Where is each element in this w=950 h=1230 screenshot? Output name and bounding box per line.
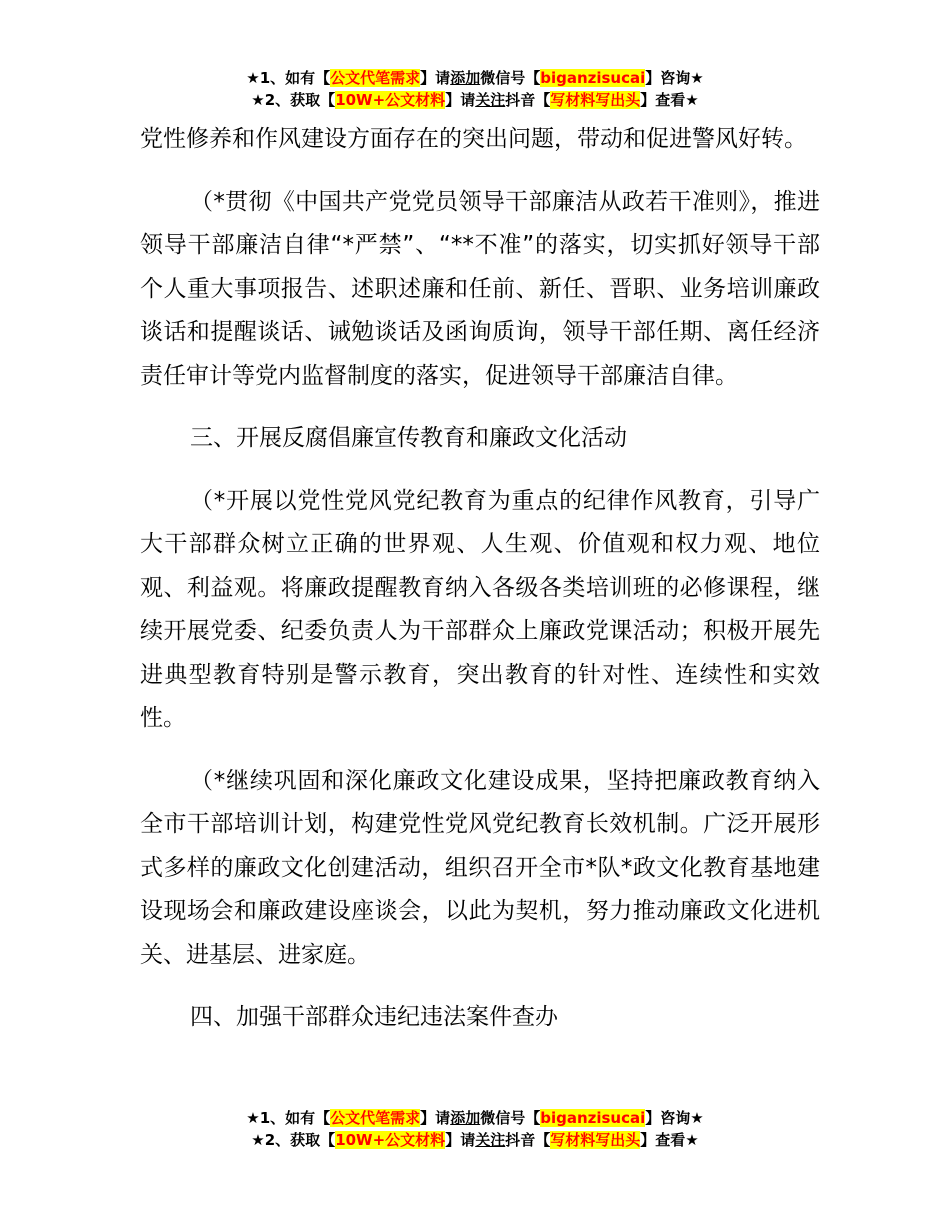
banner-emphasis: 关注 (475, 1131, 506, 1149)
paragraph-continuation: 党性修养和作风建设方面存在的突出问题，带动和促进警风好转。 (140, 126, 807, 152)
banner-text: 抖音【 (505, 91, 551, 109)
header-banner (0, 67, 950, 111)
section-heading-4: 四、加强干部群众违纪违法案件查办 (190, 1004, 558, 1030)
banner-text: 】咨询★ (645, 1109, 704, 1127)
banner-emphasis: 添加 (450, 69, 481, 87)
footer-banner (0, 1107, 950, 1151)
highlight-wechat-id: biganzisucai (540, 1109, 646, 1127)
banner-line-2 (0, 1129, 950, 1151)
banner-text: 微信号【 (480, 69, 541, 87)
highlight-materials: 10W+公文材料 (335, 91, 446, 109)
paragraph-discipline-education: （*开展以党性党风党纪教育为重点的纪律作风教育，引导广大干部群众树立正确的世界观、人生观、价值观和权力观、地位观、利益观。将廉政提醒教育纳入各级各类培训班的必修课程，继续开展党委、纪委负责人为干部群众上廉政党课活动；积极开展先进典型教育特别是警示教育，突出教育的针对性、连续性和实效性。 (140, 487, 820, 731)
banner-line-1 (0, 1107, 950, 1129)
banner-text: 抖音【 (505, 1131, 551, 1149)
highlight-materials: 10W+公文材料 (335, 1131, 446, 1149)
banner-text: ★1、如有【 (246, 1109, 331, 1127)
document-body (140, 118, 820, 1059)
banner-text: 】查看★ (640, 1131, 699, 1149)
banner-line-1 (0, 67, 950, 89)
highlight-service: 公文代笔需求 (330, 1109, 421, 1127)
paragraph-integrity-rules: （*贯彻《中国共产党党员领导干部廉洁从政若干准则》，推进领导干部廉洁自律“*严禁”、“**不准”的落实，切实抓好领导干部个人重大事项报告、述职述廉和任前、新任、晋职、业务培训廉政谈话和提醒谈话、诫勉谈话及函询质询，领导干部任期、离任经济责任审计等党内监督制度的落实，促进领导干部廉洁自律。 (140, 188, 820, 389)
banner-text: 】请 (420, 1109, 451, 1127)
banner-text: 微信号【 (480, 1109, 541, 1127)
banner-line-2 (0, 89, 950, 111)
highlight-service: 公文代笔需求 (330, 69, 421, 87)
banner-text: 】咨询★ (645, 69, 704, 87)
paragraph-culture-building: （*继续巩固和深化廉政文化建设成果，坚持把廉政教育纳入全市干部培训计划，构建党性党风党纪教育长效机制。广泛开展形式多样的廉政文化创建活动，组织召开全市*队*政文化教育基地建设现场会和廉政建设座谈会，以此为契机，努力推动廉政文化进机关、进基层、进家庭。 (140, 767, 820, 968)
banner-text: 】请 (420, 69, 451, 87)
banner-text: ★2、获取【 (251, 91, 336, 109)
banner-text: 】查看★ (640, 91, 699, 109)
banner-emphasis: 关注 (475, 91, 506, 109)
highlight-douyin-id: 写材料写出头 (550, 1131, 641, 1149)
banner-emphasis: 添加 (450, 1109, 481, 1127)
highlight-douyin-id: 写材料写出头 (550, 91, 641, 109)
banner-text: 】请 (445, 1131, 476, 1149)
section-heading-3: 三、开展反腐倡廉宣传教育和廉政文化活动 (190, 425, 627, 451)
banner-text: 】请 (445, 91, 476, 109)
banner-text: ★2、获取【 (251, 1131, 336, 1149)
banner-text: ★1、如有【 (246, 69, 331, 87)
highlight-wechat-id: biganzisucai (540, 69, 646, 87)
